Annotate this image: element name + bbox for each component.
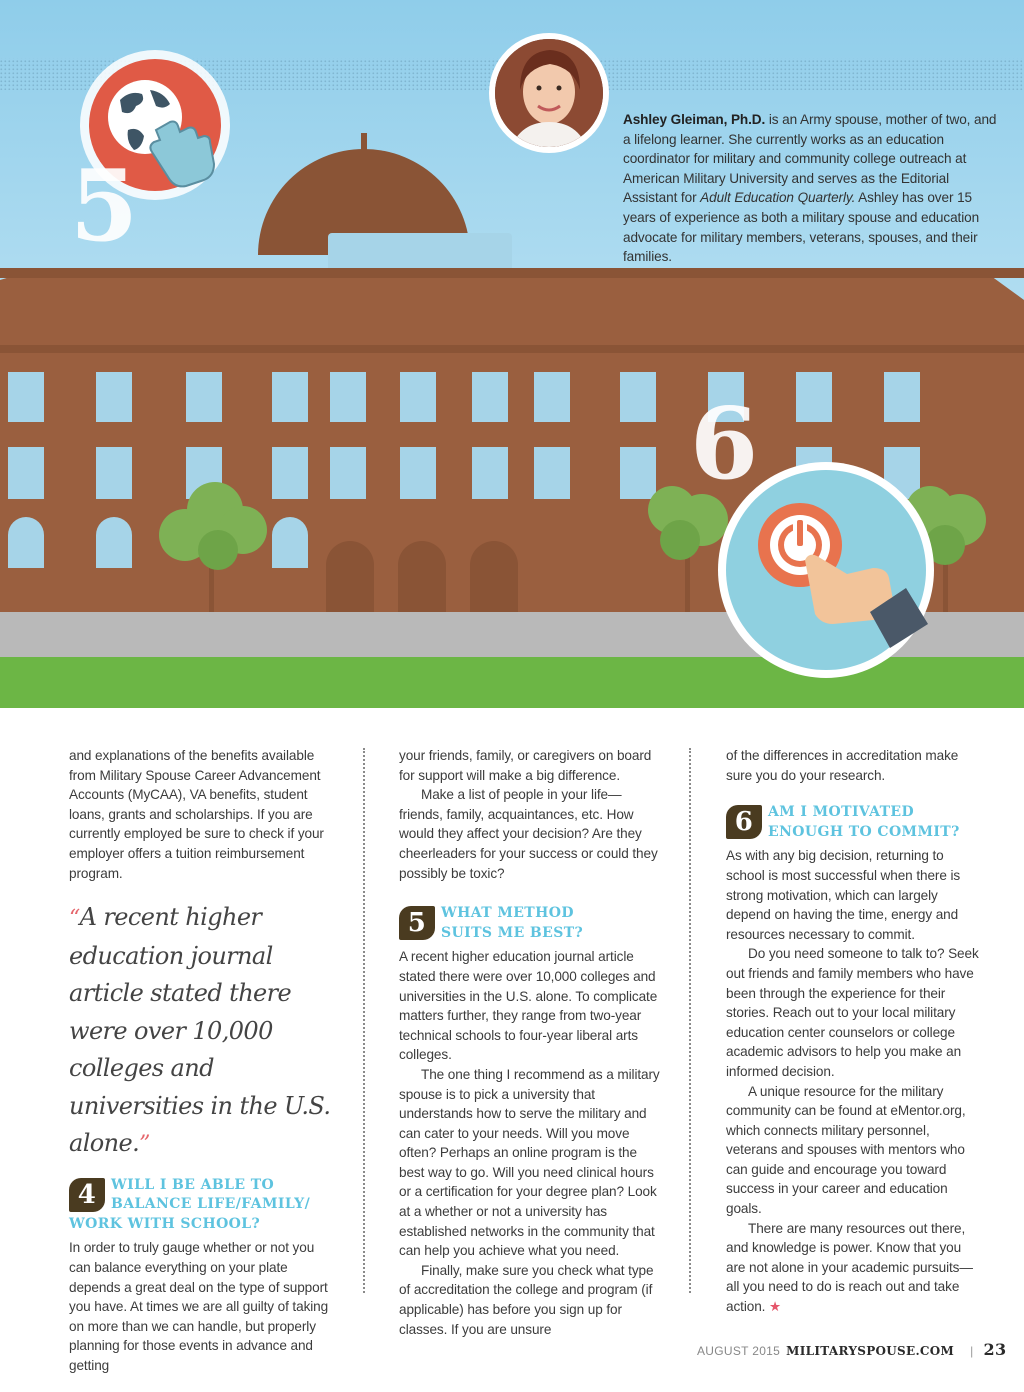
pull-quote-text: A recent higher education journal article stated there were over 10,000 colleges and universities in the U.S. alone. (69, 903, 331, 1158)
quote-open: “ (69, 906, 80, 932)
bio-text-2: Ashley has over 15 years of experience as both a military spouse and education advocate for military members, veterans, spouses, and their families. (623, 190, 980, 265)
journal-title: Adult Education Quarterly. (700, 190, 856, 206)
paragraph: The one thing I recommend as a military spouse is to pick a university that understands how to serve the military and can cater to your needs. Will you move often? Perhaps an online program is the best way to go. Will you need clinical hours or a certification for your degree plan? Look at a whether or not a university has established networks in the community that can help you achieve what you need. (399, 1066, 660, 1259)
page-footer (697, 1340, 1006, 1359)
closing-text: There are many resources out there, and knowledge is power. Know that you are not alone in your academic pursuits—all you need to do is reach out and take action. (726, 1220, 973, 1315)
section-heading-6 (726, 803, 981, 842)
article-column-1 (69, 746, 339, 1376)
numeral-6: 6 (690, 387, 759, 502)
paragraph: Finally, make sure you check what type of accreditation the college and program (if applicable) has before you sign up for classes. If you are unsure (399, 1262, 654, 1337)
section-number-badge: 4 (69, 1178, 105, 1212)
paragraph: and explanations of the benefits available from Military Spouse Career Advancement Accounts (MyCAA), VA benefits, student loans, grants and scholarships. If you are currently employed be sure to check if your employer offers a tuition reimbursement program. (69, 748, 324, 881)
numeral-5: 5 (70, 149, 139, 264)
paragraph (726, 1219, 981, 1317)
bio-text-1: is an Army spouse, mother of two, and a lifelong learner. She currently works as an education coordinator for military and community college outreach at American Military University and serves as the Editorial Assistant for (623, 112, 997, 206)
paragraph: Make a list of people in your life—friends, family, acquaintances, etc. How would they affect your decision? Are they cheerleaders for your success or could they possibly be toxic? (399, 787, 658, 881)
footer-separator: | (970, 1344, 974, 1358)
section-number-badge: 5 (399, 906, 435, 940)
author-name: Ashley Gleiman, Ph.D. (623, 112, 766, 127)
author-bio (623, 110, 1003, 267)
doors (326, 541, 518, 612)
heading-line: BALANCE LIFE/FAMILY/ (111, 1196, 311, 1213)
heading-line: WILL I BE ABLE TO (111, 1176, 275, 1193)
heading-line: WORK WITH SCHOOL? (69, 1215, 261, 1232)
section-heading-4 (69, 1176, 339, 1235)
power-button-icon (718, 462, 934, 678)
heading-line: ENOUGH TO COMMIT? (768, 823, 960, 840)
article-column-3 (726, 746, 981, 1317)
end-star-icon: ★ (769, 1299, 782, 1315)
heading-line: WHAT METHOD (441, 905, 574, 922)
paragraph: your friends, family, or caregivers on board for support will make a big difference. (399, 748, 652, 783)
quote-close: ” (139, 1132, 150, 1158)
pull-quote (69, 899, 339, 1164)
section-heading-5 (399, 904, 661, 943)
column-divider (689, 748, 691, 1293)
paragraph: In order to truly gauge whether or not you can balance everything on your plate depends a great deal on the type of support you have. At times we are all guilty of taking on more than we can handle, but properly planning for those events in advance and getting (69, 1240, 329, 1373)
issue-date: AUGUST 2015 (697, 1344, 781, 1358)
paragraph: A recent higher education journal article stated there were over 10,000 colleges and universities in the U.S. alone. To complicate matters further, they range from two-year technical schools to four-year liberal arts colleges. (399, 949, 658, 1063)
heading-line: AM I MOTIVATED (768, 804, 915, 821)
column-divider (363, 748, 365, 1293)
paragraph: Do you need someone to talk to? Seek out friends and family members who have been through the experience for their stories. Reach out to your local military education center counselors or college academic advisors to help you make an informed decision. (726, 946, 979, 1079)
site-name: MILITARYSPOUSE.COM (786, 1344, 955, 1358)
paragraph: of the differences in accreditation make sure you do your research. (726, 748, 959, 783)
author-photo (489, 33, 609, 153)
page-number: 23 (983, 1340, 1007, 1359)
paragraph: As with any big decision, returning to school is most successful when there is strong motivation, which can largely depend on having the time, energy and resources necessary to commit. (726, 848, 961, 942)
heading-line: SUITS ME BEST? (441, 924, 584, 941)
section-number-badge: 6 (726, 805, 762, 839)
article-column-2 (399, 746, 661, 1339)
paragraph: A unique resource for the military community can be found at eMentor.org, which connects military personnel, veterans and spouses with mentors who can guide and encourage you toward success in your career and education goals. (726, 1083, 966, 1217)
